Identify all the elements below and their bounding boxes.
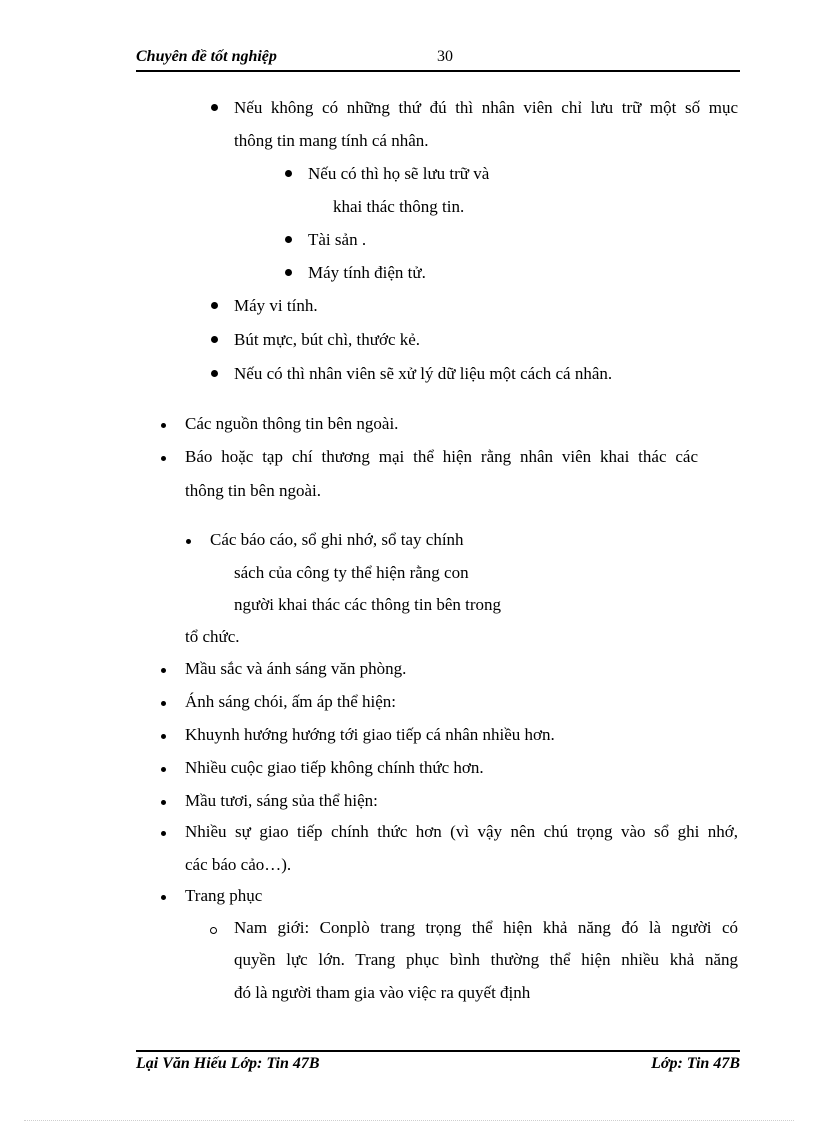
list-item: Trang phục — [185, 886, 263, 905]
list-item-continuation: quyền lực lớn. Trang phục bình thường thể hiện nhiều khả năng — [234, 950, 738, 969]
list-item: Nhiều sự giao tiếp chính thức hơn (vì vậy nên chú trọng vào sổ ghi nhớ, — [185, 822, 738, 841]
list-item: Máy tính điện tử. — [308, 263, 426, 282]
bullet-dot-icon — [186, 539, 191, 544]
list-item: Nam giới: Conplò trang trọng thể hiện khả năng đó là người có — [234, 918, 738, 937]
list-item-continuation: thông tin bên ngoài. — [185, 481, 321, 500]
footer-right: Lớp: Tin 47B — [651, 1055, 740, 1072]
list-item: Khuynh hướng hướng tới giao tiếp cá nhân nhiều hơn. — [185, 725, 555, 744]
list-item: Nếu không có những thứ đú thì nhân viên chỉ lưu trữ một số mục — [234, 98, 738, 117]
bullet-dot-icon — [211, 104, 218, 111]
list-item: Các nguồn thông tin bên ngoài. — [185, 414, 399, 433]
bullet-dot-icon — [211, 302, 218, 309]
bullet-dot-icon — [285, 236, 292, 243]
page-edge-divider — [24, 1120, 794, 1121]
list-item: Máy vi tính. — [234, 296, 318, 315]
bullet-dot-icon — [161, 831, 166, 836]
page-number: 30 — [437, 48, 453, 65]
bullet-dot-icon — [161, 701, 166, 706]
bullet-dot-icon — [285, 269, 292, 276]
list-item: Mầu tươi, sáng sủa thể hiện: — [185, 791, 378, 810]
list-item: Tài sản . — [308, 230, 367, 249]
list-item: Nhiều cuộc giao tiếp không chính thức hơn. — [185, 758, 484, 777]
list-item: Ánh sáng chói, ấm áp thể hiện: — [185, 692, 397, 711]
list-item: Nếu có thì họ sẽ lưu trữ và — [308, 164, 490, 183]
list-item-continuation: người khai thác các thông tin bên trong — [234, 595, 501, 614]
bullet-dot-icon — [161, 734, 166, 739]
list-item-continuation: các báo cảo…). — [185, 855, 292, 874]
list-item-continuation: khai thác thông tin. — [333, 197, 465, 216]
bullet-dot-icon — [211, 370, 218, 377]
bullet-dot-icon — [285, 170, 292, 177]
bullet-dot-icon — [161, 767, 166, 772]
footer-left: Lại Văn Hiếu Lớp: Tin 47B — [136, 1055, 320, 1072]
list-item: Bút mực, bút chì, thước kẻ. — [234, 330, 421, 349]
list-item: Báo hoặc tạp chí thương mại thể hiện rằng nhân viên khai thác các — [185, 447, 698, 466]
header-title: Chuyên đề tốt nghiệp — [136, 48, 277, 65]
bullet-dot-icon — [161, 423, 166, 428]
list-item-continuation: tổ chức. — [185, 627, 240, 646]
bullet-dot-icon — [161, 800, 166, 805]
bullet-dot-icon — [211, 336, 218, 343]
list-item: Các báo cáo, sổ ghi nhớ, sổ tay chính — [210, 530, 464, 549]
footer-rule — [136, 1050, 740, 1052]
list-item: Mầu sắc và ánh sáng văn phòng. — [185, 659, 407, 678]
bullet-dot-icon — [161, 456, 166, 461]
list-item: Nếu có thì nhân viên sẽ xử lý dữ liệu một cách cá nhân. — [234, 364, 613, 383]
bullet-dot-icon — [161, 668, 166, 673]
list-item-continuation: thông tin mang tính cá nhân. — [234, 131, 429, 150]
hollow-circle-bullet-icon — [210, 927, 217, 934]
bullet-dot-icon — [161, 895, 166, 900]
list-item-continuation: đó là người tham gia vào việc ra quyết định — [234, 983, 531, 1002]
header-rule — [136, 70, 740, 72]
list-item-continuation: sách của công ty thể hiện rằng con — [234, 563, 469, 582]
